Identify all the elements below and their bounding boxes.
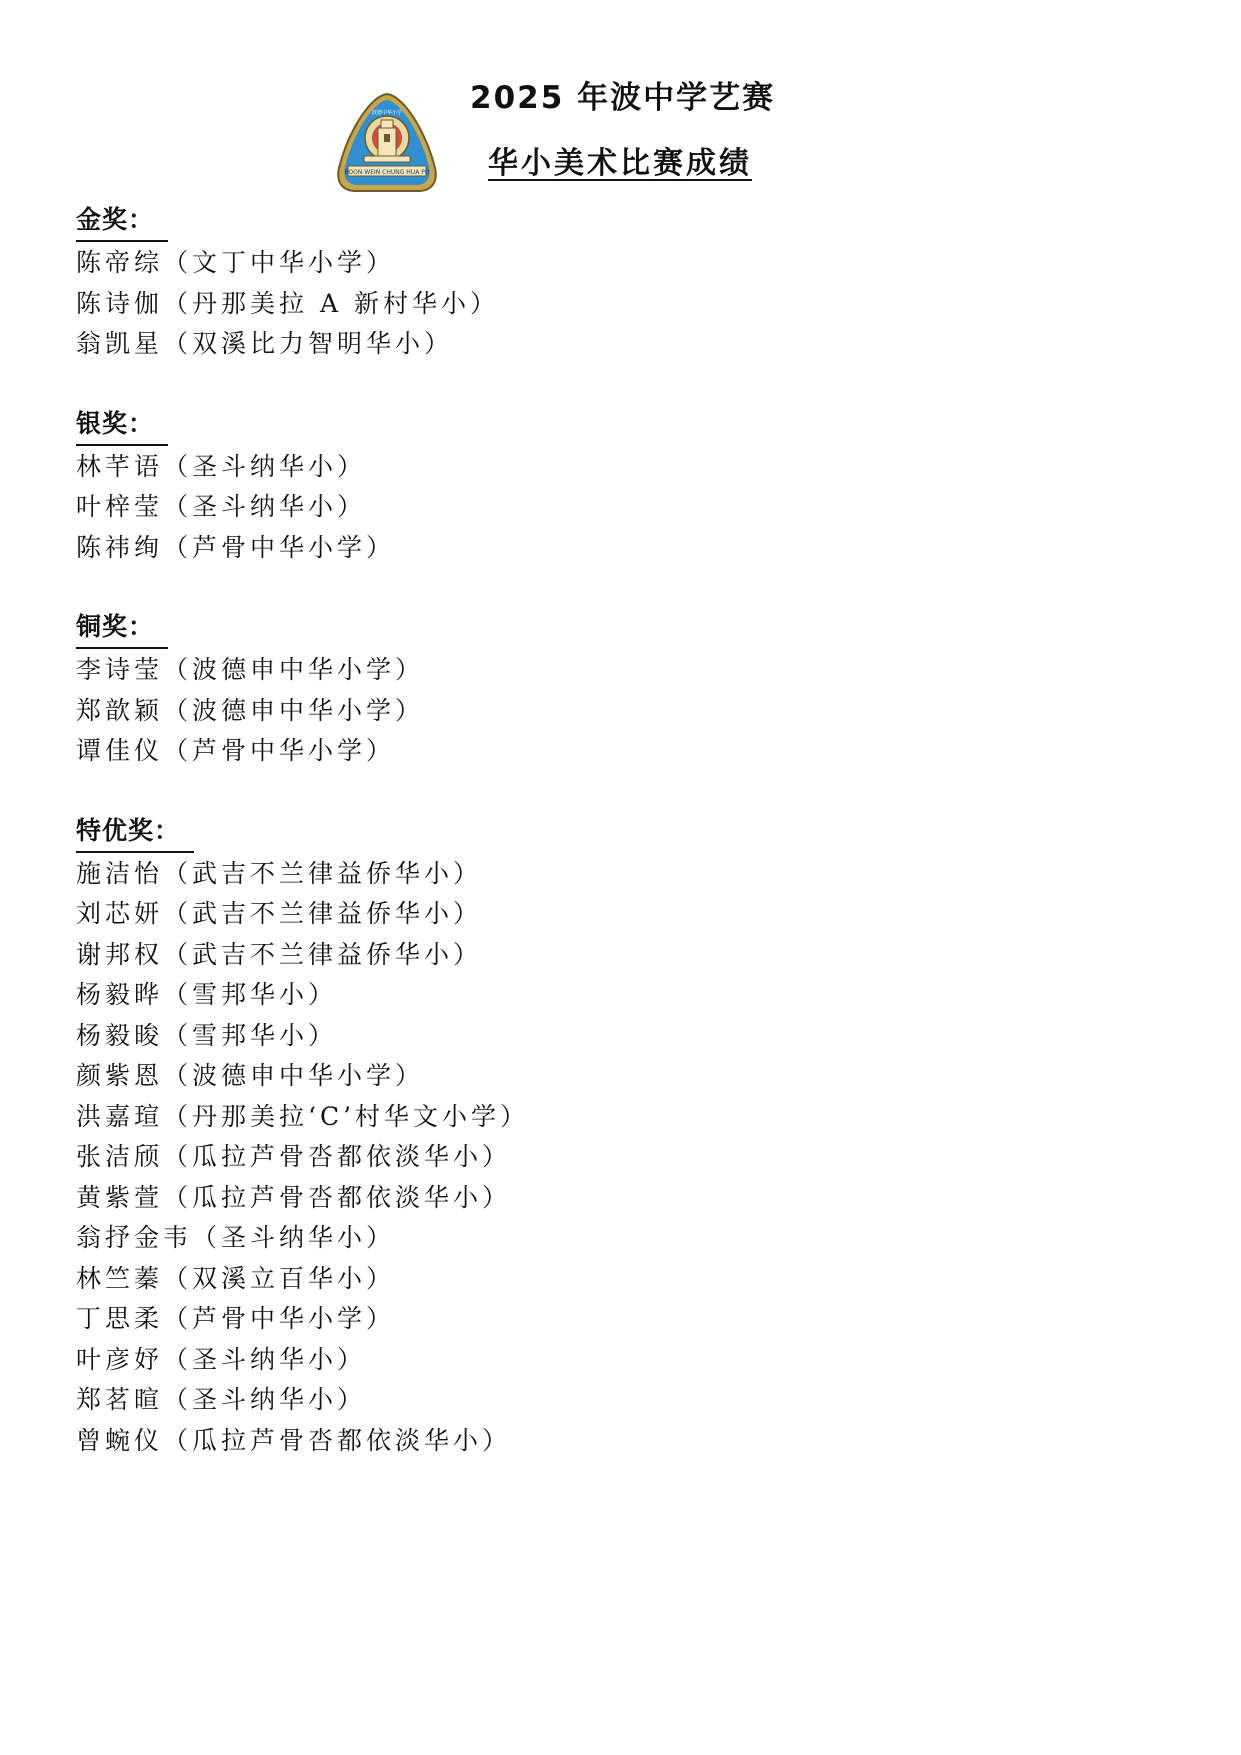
list-item: 叶彦妤（圣斗纳华小）	[76, 1344, 367, 1374]
list-item: 林芊语（圣斗纳华小）	[76, 451, 367, 481]
silver-award-section	[76, 404, 1176, 568]
excellence-award-list	[76, 853, 1176, 1461]
list-item: 洪嘉瑄（丹那美拉‘C’村华文小学）	[76, 1101, 530, 1131]
list-item: 郑茗暄（圣斗纳华小）	[76, 1385, 367, 1414]
list-item: 颜紫恩（波德申中华小学）	[76, 1061, 425, 1090]
section-title-excellence: 特优奖：	[76, 811, 194, 853]
list-item: 陈祎绚（芦骨中华小学）	[76, 532, 396, 562]
page-subtitle: 华小美术比赛成绩	[488, 146, 752, 181]
section-title-gold: 金奖：	[76, 200, 168, 242]
bronze-award-section	[76, 607, 1176, 771]
logo-top-text: 波德中华小学	[371, 110, 403, 116]
list-item: 丁思柔（芦骨中华小学）	[76, 1304, 396, 1333]
list-item: 叶梓莹（圣斗纳华小）	[76, 492, 367, 521]
logo-banner-text: BOON WEIN CHUNG HUA PO	[344, 169, 430, 176]
section-title-silver: 银奖：	[76, 404, 168, 446]
list-item: 陈诗伽（丹那美拉 A 新村华小）	[76, 288, 499, 318]
list-item: 陈帝综（文丁中华小学）	[76, 248, 396, 277]
document-header	[0, 0, 1241, 200]
list-item: 郑歆颖（波德申中华小学）	[76, 695, 425, 725]
list-item: 谢邦权（武吉不兰律益侨华小）	[76, 939, 483, 969]
list-item: 翁凯星（双溪比力智明华小）	[76, 329, 454, 358]
list-item: 施洁怡（武吉不兰律益侨华小）	[76, 858, 483, 888]
list-item: 黄紫萱（瓜拉芦骨呇都依淡华小）	[76, 1182, 512, 1212]
school-crest-logo	[334, 90, 440, 196]
gold-award-list	[76, 242, 1176, 364]
silver-award-list	[76, 446, 1176, 568]
section-title-bronze: 铜奖：	[76, 607, 168, 649]
list-item: 翁抒金韦（圣斗纳华小）	[76, 1223, 396, 1252]
list-item: 谭佳仪（芦骨中华小学）	[76, 736, 396, 765]
list-item: 李诗莹（波德申中华小学）	[76, 655, 425, 684]
list-item: 林竺蓁（双溪立百华小）	[76, 1263, 396, 1293]
gold-award-section	[76, 200, 1176, 364]
list-item: 曾蜿仪（瓜拉芦骨呇都依淡华小）	[76, 1425, 512, 1455]
bronze-award-list	[76, 649, 1176, 771]
list-item: 张洁颀（瓜拉芦骨呇都依淡华小）	[76, 1142, 512, 1171]
results-content	[76, 200, 1176, 1500]
list-item: 刘芯妍（武吉不兰律益侨华小）	[76, 899, 483, 928]
list-item: 杨毅晙（雪邦华小）	[76, 1020, 338, 1050]
excellence-award-section	[76, 811, 1176, 1461]
list-item: 杨毅晔（雪邦华小）	[76, 980, 338, 1009]
page-title: 2025 年波中学艺赛	[470, 80, 776, 116]
